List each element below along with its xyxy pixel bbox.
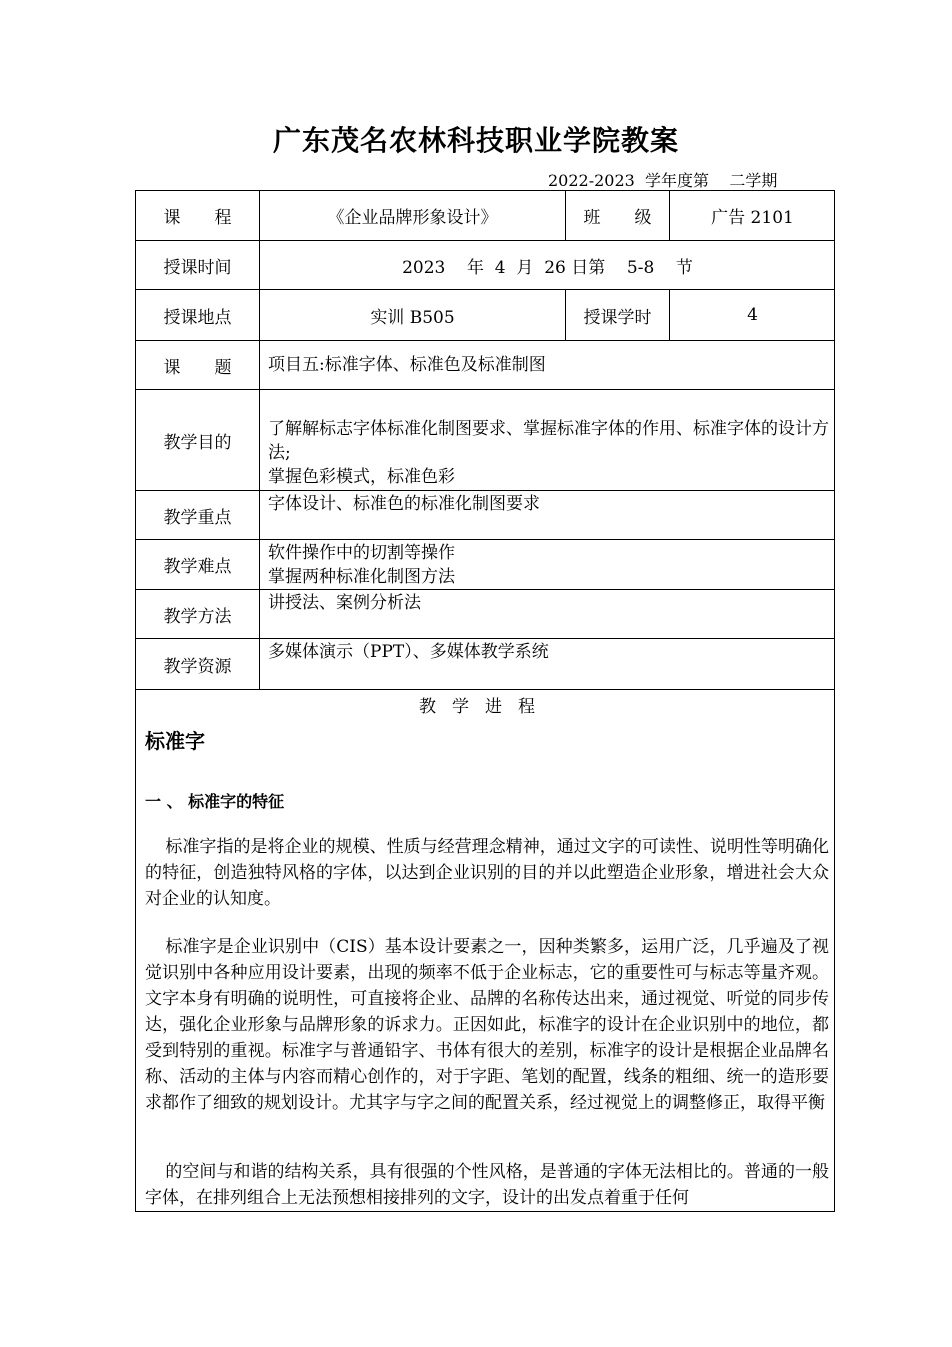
place-label: 授课地点 (136, 290, 260, 341)
resource-label: 教学资源 (136, 639, 260, 690)
row-key (136, 491, 836, 540)
resource-value: 多媒体演示（PPT）、多媒体教学系统 (260, 639, 836, 690)
course-value: 《企业品牌形象设计》 (260, 191, 566, 241)
paragraph-3: 的空间与和谐的结构关系，具有很强的个性风格，是普通的字体无法相比的。普通的一般字体，在排列组合上无法预想相接排列的文字，设计的出发点着重于任何 (145, 1162, 829, 1208)
progress-heading: 教学进程 (419, 697, 551, 717)
hours-value: 4 (670, 290, 836, 341)
row-goal (136, 390, 836, 491)
topic-value: 项目五:标准字体、标准色及标准制图 (260, 341, 836, 390)
subsection-title: 一 、 标准字的特征 (145, 792, 285, 811)
paragraph-1: 标准字指的是将企业的规模、性质与经营理念精神，通过文字的可读性、说明性等明确化的特征，创造独特风格的字体，以达到企业识别的目的并以此塑造企业形象，增进社会大众对企业的认知度。 (145, 837, 829, 909)
method-label: 教学方法 (136, 590, 260, 639)
row-course (136, 191, 836, 241)
key-value: 字体设计、标准色的标准化制图要求 (260, 491, 836, 540)
time-label: 授课时间 (136, 241, 260, 290)
hard-label: 教学难点 (136, 540, 260, 590)
key-label: 教学重点 (136, 491, 260, 540)
class-value: 广告 2101 (670, 191, 836, 241)
method-value: 讲授法、案例分析法 (260, 590, 836, 639)
row-method (136, 590, 836, 639)
section-title: 标准字 (145, 729, 205, 753)
goal-line-2: 掌握色彩模式，标准色彩 (268, 467, 455, 487)
lesson-info-table (135, 190, 835, 690)
goal-line-1: 了解解标志字体标准化制图要求、掌握标准字体的作用、标准字体的设计方法; (268, 419, 829, 463)
goal-value (260, 390, 836, 491)
lesson-plan-frame (135, 190, 835, 1212)
time-value: 2023 年 4 月 26 日第 5-8 节 (260, 241, 836, 290)
hard-line-1: 软件操作中的切割等操作 (268, 543, 455, 563)
row-topic (136, 341, 836, 390)
goal-label: 教学目的 (136, 390, 260, 491)
place-value: 实训 B505 (260, 290, 566, 341)
topic-label: 课 题 (136, 341, 260, 390)
row-resource (136, 639, 836, 690)
hard-value (260, 540, 836, 590)
row-hard (136, 540, 836, 590)
term-line: 2022-2023 学年度第 二学期 (548, 171, 778, 190)
class-label: 班 级 (566, 191, 670, 241)
hours-label: 授课学时 (566, 290, 670, 341)
hard-line-2: 掌握两种标准化制图方法 (268, 567, 455, 587)
course-label: 课 程 (136, 191, 260, 241)
paragraph-2: 标准字是企业识别中（CIS）基本设计要素之一，因种类繁多，运用广泛，几乎遍及了视觉识别中各种应用设计要素，出现的频率不低于企业标志，它的重要性可与标志等量齐观。文字本身有明确的说明性，可直接将企业、品牌的名称传达出来，通过视觉、听觉的同步传达，强化企业形象与品牌形象的诉求力。正因如此，标准字的设计在企业识别中的地位，都受到特别的重视。标准字与普通铅字、书体有很大的差别，标准字的设计是根据企业品牌名称、活动的主体与内容而精心创作的，对于字距、笔划的配置，线条的粗细、统一的造形要求都作了细致的规划设计。尤其字与字之间的配置关系，经过视觉上的调整修正，取得平衡 (145, 937, 829, 1113)
row-place (136, 290, 836, 341)
row-time (136, 241, 836, 290)
page-title: 广东茂名农林科技职业学院教案 (272, 124, 679, 157)
